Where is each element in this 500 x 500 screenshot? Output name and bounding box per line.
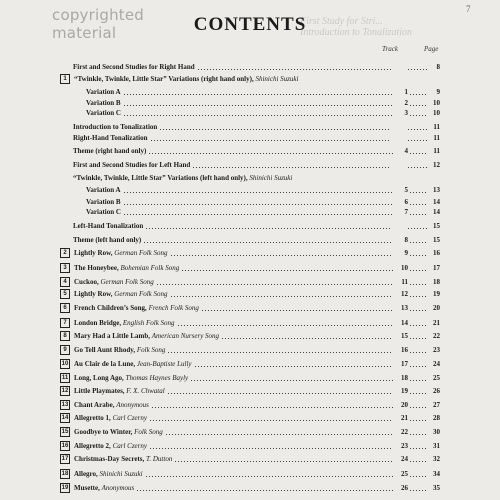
dot-leader [156,279,393,286]
toc-entry-composer: English Folk Song [122,319,175,327]
piece-number-box: 12 [61,388,69,394]
piece-number-box: 15 [61,429,69,435]
toc-entry-text [74,249,168,258]
dot-leader [407,223,427,230]
track-number: 9 [404,249,408,257]
toc-entry-text [60,134,148,143]
dot-leader [192,162,391,169]
piece-number-box: 11 [61,375,69,381]
track-number: 18 [401,374,408,382]
toc-entry-title: Variation A [86,88,121,96]
piece-number-box: 9 [60,345,70,355]
page-number-ref: 16 [433,249,440,257]
piece-number-box: 7 [60,318,70,328]
piece-number-box: 2 [60,248,70,258]
dot-leader [123,89,393,96]
toc-entry [60,172,440,183]
toc-entry [60,262,440,273]
dot-leader [123,199,393,206]
toc-entry-composer: German Folk Song [114,290,168,298]
toc-entry [60,159,440,170]
toc-entry-title: Variation B [86,198,121,206]
toc-entry [60,276,440,287]
dot-leader [123,110,393,117]
toc-entry-composer: Shinichi Suzuki [255,75,299,83]
page-number-ref: 25 [433,374,440,382]
dot-leader [409,100,427,107]
toc-entry-title: Left-Hand Tonalization [73,222,144,230]
piece-number-box: 4 [60,277,70,287]
toc-entry [60,247,440,258]
toc-entry-title: Little Playmates, [74,387,127,395]
page-number-ref: 21 [433,319,440,327]
page-number-ref: 9 [436,88,440,96]
dot-leader [409,485,427,492]
toc-entry-text [60,186,121,195]
page-number-ref: 24 [433,360,440,368]
piece-number-box: 5 [60,289,70,299]
dot-leader [123,187,393,194]
page-number-ref: 11 [433,123,440,131]
toc-entry-title: Theme (right hand only) [73,147,147,155]
dot-leader [409,471,427,478]
track-number: 6 [404,198,408,206]
dot-leader [190,375,393,382]
toc-entry-title: “Twinkle, Twinkle, Little Star” Variations (left hand only), [73,174,250,182]
dot-leader [407,162,427,169]
toc-entry-composer: American Nursery Song [151,332,220,340]
page-number-ref: 12 [433,161,440,169]
toc-entry-title: Allegretto 2, [74,442,113,450]
piece-number-box: 14 [61,415,69,421]
dot-leader [165,429,393,436]
dot-leader [409,148,427,155]
page-number-ref: 34 [433,470,440,478]
toc-entry [60,468,440,479]
piece-number-box: 10 [61,361,69,367]
dot-leader [149,415,393,422]
toc-entry-title: Theme (left hand only) [73,236,142,244]
toc-entry-text [74,374,188,383]
toc-entry-title: Variation C [86,109,121,117]
piece-number-box: 3 [60,263,70,273]
piece-number-box: 6 [60,303,70,313]
toc-entry-title: Variation C [86,208,121,216]
track-number: 7 [404,208,408,216]
toc-entry-text [60,222,143,231]
toc-entry-text [74,484,134,493]
toc-entry-title: Allegro, [74,470,100,478]
track-number: 11 [401,278,408,286]
toc-entry [60,61,440,72]
dot-leader [136,485,393,492]
dot-leader [409,456,427,463]
toc-entry [60,385,440,396]
toc-entry-composer: German Folk Song [114,249,168,257]
dot-leader [167,347,393,354]
toc-entry-composer: Carl Czerny [112,442,147,450]
toc-entry [60,234,440,245]
page-number-ref: 23 [433,346,440,354]
toc-entry-title: Go Tell Aunt Rhody, [74,346,137,354]
toc-entry-text [74,455,172,464]
toc-entry [60,317,440,328]
toc-entry [60,184,440,195]
toc-entry-title: Lightly Row, [74,290,115,298]
toc-entry-title: First and Second Studies for Left Hand [73,161,191,169]
toc-entry-composer: Bohemian Folk Song [120,264,180,272]
track-number: 8 [404,236,408,244]
track-number: 5 [404,186,408,194]
dot-leader [409,250,427,257]
dot-leader [409,305,427,312]
dot-leader [409,415,427,422]
dot-leader [409,388,427,395]
dot-leader [409,237,427,244]
dot-leader [145,471,393,478]
page-column-header: Page [424,45,439,53]
toc-entry-text [60,147,146,156]
page-number-ref: 20 [433,304,440,312]
toc-entry-title: Musette, [74,484,102,492]
toc-entry-text [74,304,199,313]
toc-entry-title: London Bridge, [74,319,123,327]
toc-entry-text [60,208,121,217]
toc-entry [60,330,440,341]
toc-entry-title: Long, Long Ago, [74,374,126,382]
dot-leader [409,347,427,354]
dot-leader [407,64,427,71]
bleed-through-line-2: Introduction to Tonalization [300,27,413,38]
page-number-ref: 31 [433,442,440,450]
toc-entry-title: French Children’s Song, [74,304,149,312]
track-number: 13 [401,304,408,312]
page-number-ref: 14 [433,198,440,206]
toc-entry-text [74,414,147,423]
toc-entry [60,86,440,97]
toc-entry-title: Right-Hand Tonalization [73,134,148,142]
track-number: 15 [401,332,408,340]
toc-entry-composer: T. Dutton [146,455,173,463]
dot-leader [407,135,427,142]
toc-entry [60,412,440,423]
page-number: 7 [466,4,471,14]
toc-entry-text [74,290,168,299]
toc-entry [60,107,440,118]
dot-leader [409,110,427,117]
page-number-ref: 22 [433,332,440,340]
toc-entry-text [74,360,192,369]
toc-entry-text [74,442,147,451]
toc-entry-title: Cuckoo, [74,278,101,286]
page-number-ref: 11 [433,134,440,142]
track-number: 26 [401,484,408,492]
dot-leader [409,320,427,327]
toc-entry-title: Variation A [86,186,121,194]
toc-entry-title: Lightly Row, [74,249,115,257]
toc-entry-text [74,346,165,355]
dot-leader [409,361,427,368]
toc-entry [60,302,440,313]
toc-entry-composer: Thomas Haynes Bayly [125,374,189,382]
toc-entry-composer: Shinichi Suzuki [99,470,143,478]
toc-entry-composer: Anonymous [101,484,135,492]
page-number-ref: 17 [433,264,440,272]
toc-entry-composer: Shinichi Suzuki [249,174,293,182]
piece-number-box: 8 [60,331,70,341]
dot-leader [194,361,393,368]
toc-entry-text [60,109,121,118]
dot-leader [409,199,427,206]
toc-entry [60,358,440,369]
toc-entry [60,145,440,156]
dot-leader [409,375,427,382]
toc-entry-text [74,332,219,341]
dot-leader [149,443,393,450]
page-number-ref: 13 [433,186,440,194]
dot-leader [159,124,391,131]
track-number: 17 [401,360,408,368]
dot-leader [409,187,427,194]
toc-entry-text [74,264,179,273]
page-number-ref: 32 [433,455,440,463]
toc-entry-text [60,88,121,97]
piece-number-box: 1 [60,74,70,84]
track-number: 19 [401,387,408,395]
toc-entry-title: Variation B [86,99,121,107]
toc-entry-text [74,470,143,479]
dot-leader [148,148,393,155]
dot-leader [145,223,391,230]
page-number-ref: 15 [433,236,440,244]
watermark-line-1: copyrighted [52,6,145,24]
track-number: 22 [401,428,408,436]
dot-leader [409,89,427,96]
dot-leader [409,291,427,298]
watermark-line-2: material [52,24,117,42]
track-number: 10 [401,264,408,272]
toc-entry-composer: French Folk Song [148,304,199,312]
dot-leader [143,237,393,244]
piece-number-box: 18 [61,471,69,477]
toc-entry [60,453,440,464]
track-number: 14 [401,319,408,327]
toc-entry-composer: Jean-Baptiste Lully [136,360,192,368]
dot-leader [409,333,427,340]
dot-leader [170,250,393,257]
track-column-header: Track [382,45,398,53]
toc-entry-title: Chant Arabe, [74,401,117,409]
page-number-ref: 11 [433,147,440,155]
page-number-ref: 10 [433,109,440,117]
dot-leader [407,124,427,131]
toc-entry-title: Au Clair de la Lune, [74,360,137,368]
page-number-ref: 8 [436,63,440,71]
track-number: 2 [404,99,408,107]
toc-entry-text [60,174,292,183]
dot-leader [201,305,393,312]
toc-entry-composer: Folk Song [134,428,163,436]
track-number: 23 [401,442,408,450]
toc-entry-title: Mary Had a Little Lamb, [74,332,152,340]
track-number: 4 [404,147,408,155]
toc-entry-text [74,428,163,437]
dot-leader [167,388,393,395]
dot-leader [151,402,393,409]
page-number-ref: 28 [433,414,440,422]
toc-entry-text [60,123,157,132]
track-number: 1 [404,88,408,96]
page-number-ref: 19 [433,290,440,298]
toc-entry-title: The Honeybee, [74,264,121,272]
page-number-ref: 26 [433,387,440,395]
track-number: 16 [401,346,408,354]
toc-entry-text [60,161,190,170]
dot-leader [150,135,392,142]
dot-leader [123,209,393,216]
page-number-ref: 14 [433,208,440,216]
toc-entry-composer: German Folk Song [100,278,154,286]
dot-leader [221,333,393,340]
toc-entry-text [74,387,165,396]
dot-leader [409,429,427,436]
page-number-ref: 10 [433,99,440,107]
toc-entry-title: Introduction to Tonalization [73,123,158,131]
dot-leader [409,209,427,216]
piece-number-box: 16 [61,443,69,449]
toc-entry-title: Allegretto 1, [74,414,113,422]
page-number-ref: 27 [433,401,440,409]
toc-entry-text [74,75,298,84]
toc-entry-composer: F. X. Chwatal [126,387,165,395]
toc-entry [60,288,440,299]
track-number: 24 [401,455,408,463]
track-number: 12 [401,290,408,298]
toc-entry-composer: Anonymous [116,401,149,409]
page-number-ref: 30 [433,428,440,436]
toc-entry [60,206,440,217]
toc-entry [60,426,440,437]
toc-entry-text [74,278,154,287]
toc-entry-title: First and Second Studies for Right Hand [73,63,195,71]
track-number: 20 [401,401,408,409]
track-number: 21 [401,414,408,422]
toc-entry-text [60,63,195,72]
toc-entry-text [74,319,175,328]
toc-entry [60,73,440,84]
dot-leader [409,402,427,409]
toc-entry-text [74,401,149,410]
dot-leader [197,64,391,71]
dot-leader [409,265,427,272]
toc-entry [60,399,440,410]
dot-leader [174,456,393,463]
page-number-ref: 35 [433,484,440,492]
page-number-ref: 18 [433,278,440,286]
piece-number-box: 13 [61,402,69,408]
toc-entry [60,121,440,132]
dot-leader [409,443,427,450]
track-number: 25 [401,470,408,478]
toc-entry [60,220,440,231]
bleed-through-line-1: First Study for Stri... [300,16,383,27]
toc-entry-title: Christmas-Day Secrets, [74,455,146,463]
toc-entry [60,132,440,143]
toc-entry-text [60,236,141,245]
dot-leader [123,100,393,107]
dot-leader [409,279,427,286]
toc-entry [60,482,440,493]
dot-leader [181,265,393,272]
toc-entry-composer: Carl Czerny [112,414,147,422]
page-number-ref: 15 [433,222,440,230]
toc-entry-composer: Folk Song [136,346,166,354]
dot-leader [170,291,393,298]
toc-entry-title: “Twinkle, Twinkle, Little Star” Variations (right hand only), [74,75,256,83]
toc-entry-title: Goodbye to Winter, [74,428,135,436]
page-title: CONTENTS [193,14,307,35]
track-number: 3 [404,109,408,117]
piece-number-box: 19 [61,485,69,491]
toc-entry [60,372,440,383]
toc-entry [60,440,440,451]
piece-number-box: 17 [61,456,69,462]
toc-entry [60,344,440,355]
dot-leader [177,320,393,327]
